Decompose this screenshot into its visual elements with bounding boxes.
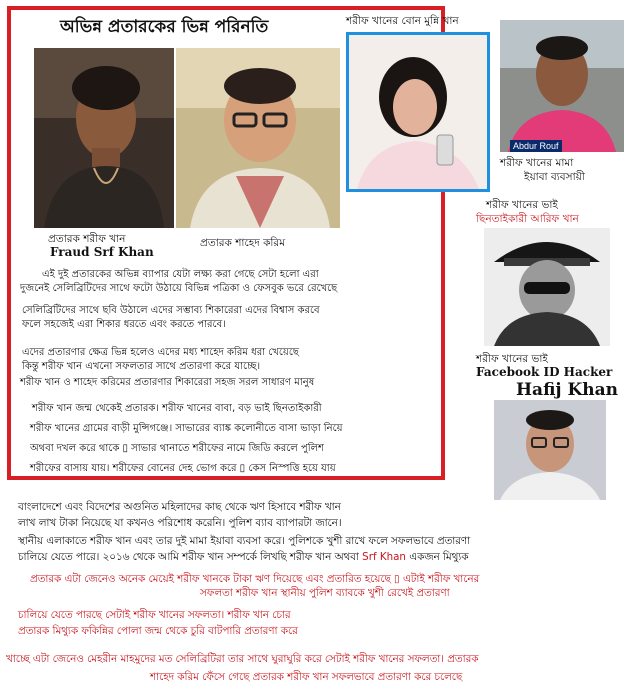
- red-line-5: খাচ্ছে এটা জেনেও মেহরীন মাহমুদের মত সেলিব্রিটিরা তার সাথে ঘুরাঘুরি করে সেটাই শরীফ খানের সফলতা। প্রতারক: [6, 653, 479, 665]
- box-line-10: অথবা দখল করে থাকে ▯ সাভার থানাতে শরীফের নামে জিডি করলে পুলিশ: [30, 443, 324, 454]
- caption-brother1-2: ছিনতাইকারী আরিফ খান: [476, 213, 579, 225]
- bottom-line-2: লাখ লাখ টাকা নিয়েছে যা কখনও পরিশোধ করেনি। পুলিশ ব্যাব ব্যাপারটা জানে।: [18, 517, 342, 529]
- photo-brother-arif: [484, 228, 610, 346]
- caption-shahed-bn: প্রতারক শাহেদ করিম: [200, 237, 286, 249]
- box-line-6: কিন্তু শরীফ খান এখনো সফলতার সাথে প্রতারণা করে যাচ্ছে।: [22, 361, 261, 372]
- box-line-11: শরীফের বাসায় যায়। শরীফের বোনের দেহ ভোগ করে ▯ কেস নিস্পত্তি হয়ে যায়: [30, 463, 336, 474]
- caption-uncle-2: ইয়াবা ব্যবসায়ী: [524, 171, 585, 183]
- caption-sister: শরীফ খানের বোন মুন্নি খান: [346, 15, 459, 27]
- page-title: অভিন্ন প্রতারকের ভিন্ন পরিনতি: [60, 17, 269, 37]
- red-line-3: চালিয়ে যেতে পারছে সেটাই শরীফ খানের সফলতা। শরীফ খান চোর: [18, 609, 291, 621]
- box-line-8: শরীফ খান জন্ম থেকেই প্রতারক। শরীফ খানের বাবা, বড় ভাই ছিনতাইকারী: [32, 403, 322, 414]
- red-line-1: প্রতারক এটা জেনেও অনেক মেয়েই শরীফ খানকে টাকা ঋণ দিয়েছে এবং প্রতারিত হয়েছে ▯ এটাই শরীফ খানের: [30, 573, 480, 585]
- srf-khan-inline: Srf Khan: [362, 551, 406, 563]
- red-line-2: সফলতা শরীফ খান স্থানীয় পুলিশ ব্যাবকে খুশী রেখেই প্রতারণা: [200, 587, 450, 599]
- box-line-1: এই দুই প্রতারকের অভিন্ন ব্যাপার যেটা লক্ষ্য করা গেছে সেটা হলো এরা: [42, 269, 319, 280]
- caption-brother2-1: শরীফ খানের ভাই: [476, 353, 548, 365]
- box-line-4: ফলে সহজেই এরা শিকার ধরতে এবং করতে পারবে।: [22, 319, 226, 330]
- photo-sharif-khan: [34, 48, 174, 228]
- photo-brother-hafij: [494, 400, 606, 500]
- photo-uncle: [500, 20, 624, 152]
- box-line-7: শরীফ খান ও শাহেদ করিমের প্রতারণার শিকারেরা সহজ সরল সাধারণ মানুষ: [20, 377, 315, 388]
- red-line-4: প্রতারক মিথ্যুক ফকিন্নির পোলা জন্ম থেকে চুরি বাটপারি প্রতারণা করে: [18, 625, 298, 637]
- photo-sister: [346, 32, 490, 192]
- red-line-6: শাহেদ করিম ফেঁসে গেছে প্রতারক শরীফ খান সফলভাবে প্রতারণা করে চলেছে: [150, 671, 463, 683]
- box-line-3: সেলিব্রিটিদের সাথে ছবি উঠালে এদের সম্ভাব্য শিকারেরা এদের বিশ্বাস করবে: [22, 305, 320, 316]
- caption-brother1-1: শরীফ খানের ভাই: [486, 199, 558, 211]
- bottom-line-1: বাংলাদেশে এবং বিদেশের অগুনিত মহিলাদের কাছ থেকে ঋণ হিসাবে শরীফ খান: [18, 501, 341, 513]
- caption-sharif-bn: প্রতারক শরীফ খান: [48, 233, 126, 245]
- photo-shahed-karim: [176, 48, 340, 228]
- caption-sharif-en: Fraud Srf Khan: [50, 245, 154, 259]
- box-line-9: শরীফ খানের গ্রামের বাড়ী মুন্সিগঞ্জে। সাভারের ব্যাঙ্ক কলোনীতে বাসা ভাড়া নিয়ে: [30, 423, 343, 434]
- caption-uncle-1: শরীফ খানের মামা: [500, 157, 574, 169]
- bottom-line-3: স্থানীয় এলাকাতে শরীফ খান এবং তার দুই মামা ইয়াবা ব্যবসা করে। পুলিশকে খুশী রাখে ফলে সফলভাবে প্রতারণা: [18, 535, 471, 547]
- bottom-line-4: চালিয়ে যেতে পারে। ২০১৬ থেকে আমি শরীফ খান সম্পর্কে লিখছি শরীফ খান অথবা Srf Khan একজন মিথ্যুক: [18, 551, 469, 563]
- box-line-2: দুজনেই সেলিব্রিটিদের সাথে ফটো উঠায়ে বিভিন্ন পত্রিকা ও ফেসবুক ভরে রেখেছে: [20, 283, 338, 294]
- caption-brother2-2: Facebook ID Hacker: [476, 365, 613, 379]
- box-line-5: এদের প্রতারণার ক্ষেত্র ভিন্ন হলেও এদের মধ্য শাহেদ করিম ধরা খেয়েছে: [22, 347, 299, 358]
- uncle-name-badge: Abdur Rouf: [510, 140, 562, 152]
- brother2-name: Hafij Khan: [516, 380, 619, 400]
